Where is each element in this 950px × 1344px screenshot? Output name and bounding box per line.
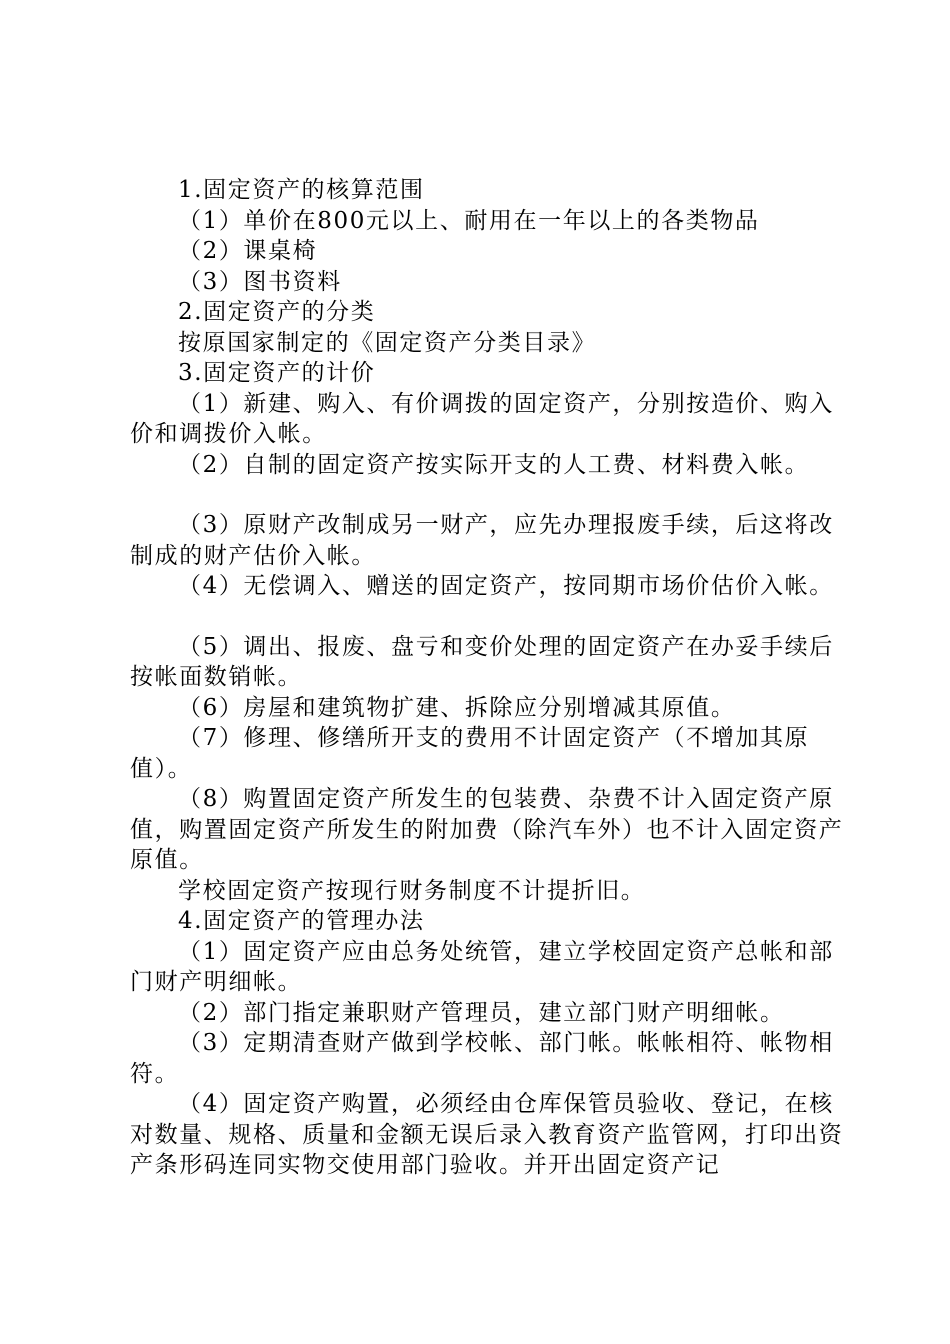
list-item: （6）房屋和建筑物扩建、拆除应分别增减其原值。 <box>178 694 736 721</box>
list-item: （3）原财产改制成另一财产，应先办理报废手续，后这将改制成的财产估价入帐。 <box>130 512 834 569</box>
list-item: （7）修理、修缮所开支的费用不计固定资产（不增加其原值）。 <box>130 725 810 782</box>
document-body <box>130 175 850 1181</box>
list-item: （1）单价在800元以上、耐用在一年以上的各类物品 <box>178 207 760 234</box>
paragraph: 按原国家制定的《固定资产分类目录》 <box>178 329 597 356</box>
list-item: （8）购置固定资产所发生的包装费、杂费不计入固定资产原值，购置固定资产所发生的附加费（除汽车外）也不计入固定资产原值。 <box>130 786 844 873</box>
heading-classification: 2.固定资产的分类 <box>178 299 376 325</box>
list-item: （2）自制的固定资产按实际开支的人工费、材料费入帐。 <box>178 451 810 478</box>
list-item: （3）定期清查财产做到学校帐、部门帐。帐帐相符、帐物相符。 <box>130 1030 834 1087</box>
heading-management: 4.固定资产的管理办法 <box>178 908 425 934</box>
paragraph: 学校固定资产按现行财务制度不计提折旧。 <box>178 877 646 904</box>
list-item: （1）新建、购入、有价调拨的固定资产，分别按造价、购入价和调拨价入帐。 <box>130 390 834 447</box>
list-item: （2）部门指定兼职财产管理员，建立部门财产明细帐。 <box>178 999 785 1026</box>
heading-accounting-scope: 1.固定资产的核算范围 <box>178 177 425 203</box>
list-item: （2）课桌椅 <box>178 238 318 264</box>
list-item: （3）图书资料 <box>178 268 342 295</box>
list-item: （4）无偿调入、赠送的固定资产，按同期市场价估价入帐。 <box>178 573 834 599</box>
heading-valuation: 3.固定资产的计价 <box>178 360 376 386</box>
list-item: （1）固定资产应由总务处统管，建立学校固定资产总帐和部门财产明细帐。 <box>130 938 834 995</box>
list-item: （4）固定资产购置，必须经由仓库保管员验收、登记，在核对数量、规格、质量和金额无误后录入教育资产监管网，打印出资产条形码连同实物交使用部门验收。并开出固定资产记 <box>130 1091 844 1178</box>
list-item: （5）调出、报废、盘亏和变价处理的固定资产在办妥手续后按帐面数销帐。 <box>130 633 834 690</box>
